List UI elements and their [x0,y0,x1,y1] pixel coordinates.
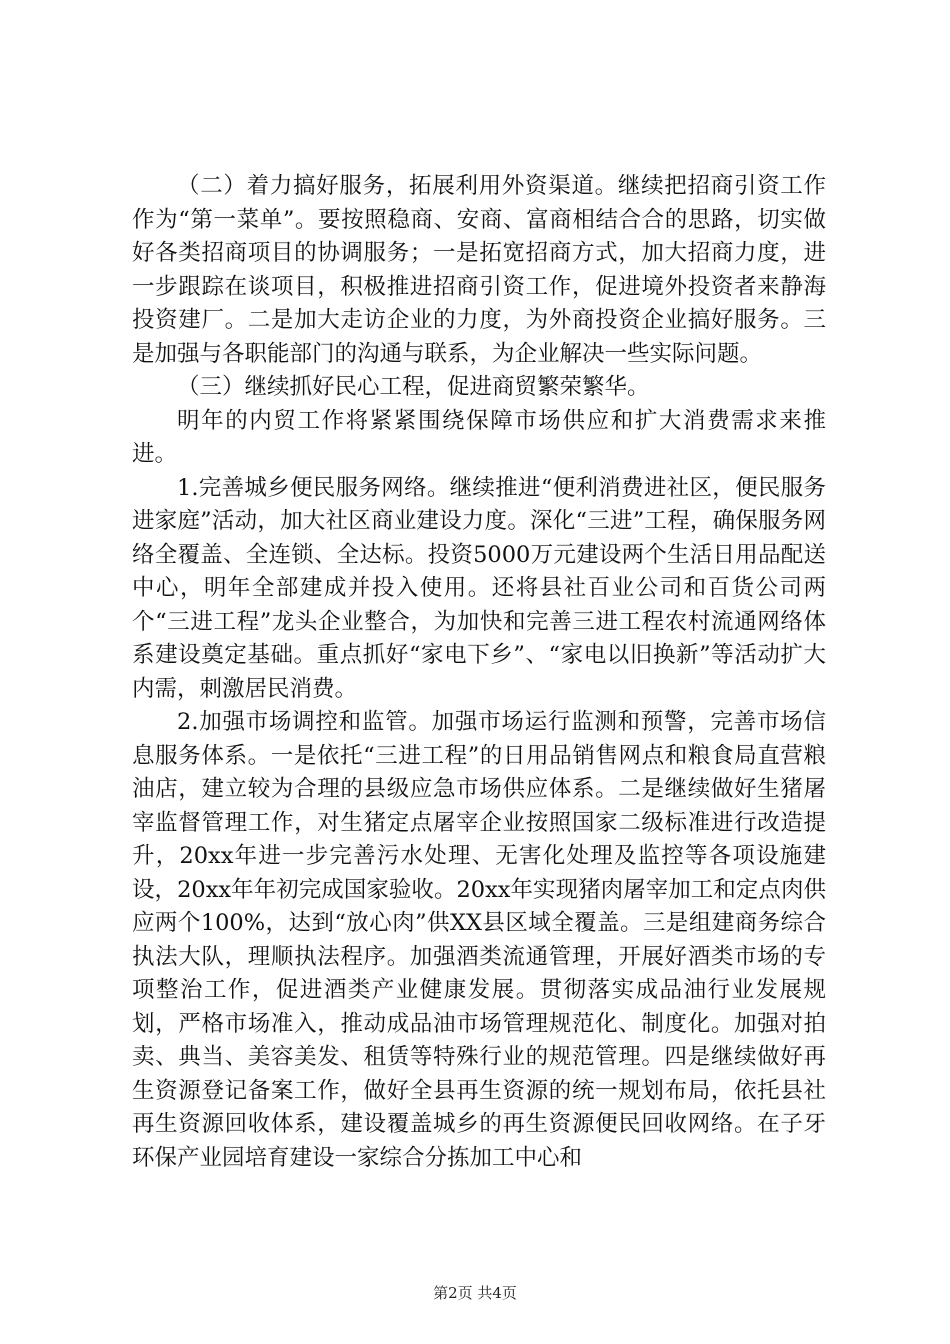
paragraph-heading-livelihood-project: （三）继续抓好民心工程，促进商贸繁荣繁华。 [177,374,650,400]
paragraph-item-1-service-network: 1.完善城乡便民服务网络。继续推进“便利消费进社区，便民服务进家庭”活动，加大社区商业建设力度。深化“三进”工程，确保服务网络全覆盖、全连锁、全达标。投资5000万元建设两个生活日用品配送中心，明年全部建成并投入使用。还将县社百业公司和百货公司两个“三进工程”龙头企业整合，为加快和完善三进工程农村流通网络体系建设奠定基础。重点抓好“家电下乡”、“家电以旧换新”等活动扩大内需，刺激居民消费。 [132,474,826,702]
paragraph-service-attract-investment: （二）着力搞好服务，拓展利用外资渠道。继续把招商引资工作作为“第一菜单”。要按照稳商、安商、富商相结合合的思路，切实做好各类招商项目的协调服务；一是拓宽招商方式，加大招商力度，进一步跟踪在谈项目，积极推进招商引资工作，促进境外投资者来静海投资建厂。二是加大走访企业的力度，为外商投资企业搞好服务。三是加强与各职能部门的沟通与联系，为企业解决一些实际问题。 [132,173,826,367]
document-body [132,170,826,1175]
paragraph-item-2-market-regulation: 2.加强市场调控和监管。加强市场运行监测和预警，完善市场信息服务体系。一是依托“三进工程”的日用品销售网点和粮食局直营粮油店，建立较为合理的县级应急市场供应体系。二是继续做好生猪屠宰监督管理工作，对生猪定点屠宰企业按照国家二级标准进行改造提升，20xx年进一步完善污水处理、无害化处理及监控等各项设施建设，20xx年年初完成国家验收。20xx年实现猪肉屠宰加工和定点肉供应两个100%，达到“放心肉”供XX县区域全覆盖。三是组建商务综合执法大队，理顺执法程序。加强酒类流通管理，开展好酒类市场的专项整治工作，促进酒类产业健康发展。贯彻落实成品油行业发展规划，严格市场准入，推动成品油市场管理规范化、制度化。加强对拍卖、典当、美容美发、租赁等特殊行业的规范管理。四是继续做好再生资源登记备案工作，做好全县再生资源的统一规划布局，依托县社再生资源回收体系，建设覆盖城乡的再生资源便民回收网络。在子牙环保产业园培育建设一家综合分拣加工中心和 [132,709,826,1171]
page-total: 共4页 [477,1284,517,1302]
page-footer [0,1283,950,1303]
paragraph-domestic-trade-intro: 明年的内贸工作将紧紧围绕保障市场供应和扩大消费需求来推进。 [132,407,826,467]
page-number: 第2页 [433,1284,473,1302]
